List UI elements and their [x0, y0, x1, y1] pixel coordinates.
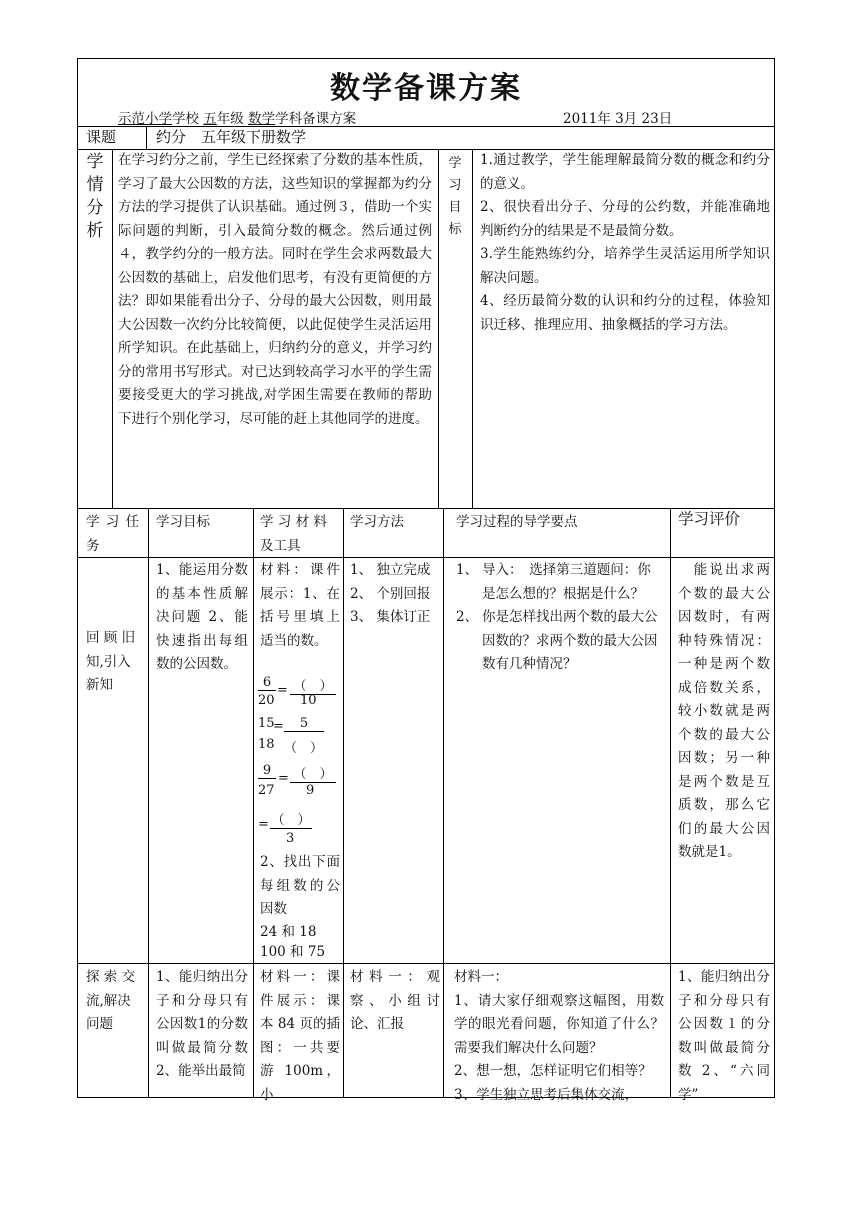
topic-label: 课题	[86, 128, 117, 146]
objective-item: 2、很快看出分子、分母的公约数，并能准确地判断约分的结果是不是最简分数。	[480, 199, 770, 239]
analysis-text: 在学习约分之前，学生已经探索了分数的基本性质，学习了最大公因数的方法，这些知识的掌握都为约分方法的学习提供了认识基础。通过例３，借助一个实际问题的判断，引入最简分数的概念。然后通过例４，教学约分的一般方法。同时在学生会求两数最大公因数的基础上，启发他们思考，有没有更简便的方法？即如果能看出分子、分母的最大公因数，则用最大公因数一次约分比较简便，以此促使学生灵活运用所学知识。在此基础上，归纳约分的意义，并学习约分的常用书写形式。对已达到较高学习水平的学生需要接受更大的学习挑战,对学困生需要在教师的帮助下进行个别化学习，尽可能的赶上其他同学的进度。	[118, 152, 432, 427]
row1-pair-2: 100 和 75	[260, 944, 326, 960]
row1-evaluation: 能说出求两个数的最大公因数时，有两种特殊情况：一种是两个数成倍数关系，较小数就是两个数的最大公因数；另一种是两个数是互质数，那么它们的最大公因数就是1。	[678, 562, 770, 860]
header-materials: 学 习 材 料及工具	[260, 514, 327, 554]
process-step: 1、 导入： 选择第三道题问：你是怎么想的？根据是什么？	[456, 562, 651, 602]
row2-evaluation: 1、能归纳出分子和分母只有公因数１的分数叫做最简分数 2、“六同学”	[678, 969, 770, 1103]
divider	[146, 126, 147, 149]
date-year: 2011	[563, 111, 598, 127]
school-grade-line: 示范小学学校 五年级 数学学科备课方案	[118, 111, 357, 127]
divider	[148, 508, 149, 1098]
objective-item: 1.通过教学，学生能理解最简分数的概念和约分的意义。	[480, 152, 770, 192]
date-month: 3	[615, 111, 624, 127]
row2-goal: 1、能归纳出分子和分母只有公因数1的分数叫做最简分数 2、能举出最简	[156, 969, 248, 1079]
grade-value: 五	[203, 111, 217, 127]
divider	[443, 508, 444, 1098]
row1-materials-top: 材料：课件展示：1、在括号里填上适当的数。	[260, 562, 340, 649]
row1-materials-bottom: 2、找出下面每组数的公因数	[260, 854, 340, 917]
row1-goal: 1、能运用分数的基本性质解决问题 2、能快速指出每组数的公因数。	[156, 562, 248, 672]
row2-process: 材料一： 1、请大家仔细观察这幅图，用数学的眼光看问题，你知道了什么？需要我们解决什么问题？ 2、想一想，怎样证明它们相等？ 3、学生独立思考后集体交流，	[454, 969, 664, 1103]
divider	[112, 149, 113, 508]
divider	[253, 508, 254, 1098]
date-line: 2011年 3月 23日	[563, 111, 673, 127]
objective-item: 3.学生能熟练约分，培养学生灵活运用所学知识解决问题。	[480, 246, 770, 286]
header-evaluation: 学习评价	[678, 510, 741, 528]
row1-method: 1、 独立完成 2、 个别回报 3、 集体订正	[350, 562, 431, 625]
row2-method: 材料一：观察、小组讨论、汇报	[350, 969, 440, 1032]
row1-process	[456, 559, 664, 677]
process-step: 2、 你是怎样找出两个数的最大公因数的？求两个数的最大公因数有几种情况？	[456, 609, 658, 672]
topic-value: 约分 五年级下册数学	[156, 128, 307, 146]
row2-task: 探 索 交流,解决问题	[86, 969, 136, 1032]
objectives-list	[480, 149, 770, 337]
divider	[670, 508, 671, 1098]
divider	[472, 149, 473, 508]
header-method: 学习方法	[350, 514, 404, 530]
divider	[343, 508, 344, 1098]
header-task: 学 习 任务	[86, 514, 141, 554]
analysis-label: 学 情 分 析	[86, 152, 104, 241]
lesson-plan-sheet: 数学备课方案 示范小学学校 五年级 数学学科备课方案 2011年 3月 23日 课题 约分 五年级下册数学 学 情 分 析 在学习约分之前，学生已经探索了分数的基本性质，学习了最大公因数的方法，这些知识的掌握都为约分方法的学习提供了认识基础。通过例３，借助一个实际问题的判断，引入最简分数的概念。然后通过例４，教学约分的一般方法。同时在学生会求两数最大公因数的基础上，启发他们思考，有没有更简便的方法？即如果能看出分子、分母的最大公因数，则用最大公因数一次约分比较简便，以此促使学生灵活运用所学知识。在此基础上，归纳约分的意义，并学习约分的常用书写形式。对已达到较高学习水平的学生需要接受更大的学习挑战,对学困生需要在教师的帮助下进行个别化学习，尽可能的赶上其他同学的进度。 学 习 目 标 1.通过教学，学生能理解最简分数的概念和约分的意义。 2、很快看出分子、分母的公约数，并能准确地判断约分的结果是不是最简分数。 3.学生能熟练约分，培养学生灵活运用所学知识解决问题。 4、经历最简分数的认识和约分的过程，体验知识迁移、推理应用、抽象概括的学习方法。 学 习 任务 学习目标 学 习 材 料及工具 学习方法 学习过程的导学要点 学习评价 回 顾 旧知,引入新知 1、能运用分数的基本性质解决问题 2、能快速指出每组数的公因数。 材料：课件展示：1、在括号里填上适当的数。 6 20 = （ ） 10 15 = 5 18 （ ） 9 27 = （ ） 9 = （ ） 3 2、找出下面每组数的公因数 24 和 18 100 和 75 1、 独立完成 2、 个别回报 3、 集体订正 1、 导入： 选择第三道题问：你是怎么想的？根据是什么？ 2、 你是怎样找出两个数的最大公因数的？求两个数的最大公因数有几种情况？ 能说出求两个数的最大公因数时，有两种特殊情况：一种是两个数成倍数关系，较小数就是两个数的最大公因数；另一种是两个数是互质数，那么它们的最大公因数就是1。 探 索 交流,解决问题 1、能归纳出分子和分母只有公因数1的分数叫做最简分数 2、能举出最简 材料一：课件展示：课本 84 页的插图：一共要游 100m，小 材料一：观察、小组讨论、汇报 材料一： 1、请大家仔细观察这幅图，用数学的眼光看问题，你知道了什么？需要我们解决什么问题？ 2、想一想，怎样证明它们相等？ 3、学生独立思考后集体交流， 1、能归纳出分子和分母只有公因数１的分数叫做最简分数 2、“六同学”	[77, 58, 775, 1098]
header-process: 学习过程的导学要点	[456, 514, 578, 530]
subject-value: 数学	[248, 111, 276, 127]
header-goal: 学习目标	[156, 514, 210, 530]
page-title: 数学备课方案	[330, 71, 522, 106]
row2-materials: 材料一：课件展示：课本 84 页的插图：一共要游 100m，小	[260, 969, 340, 1103]
date-day: 23	[641, 111, 659, 127]
school-name: 示范小学	[118, 111, 172, 127]
row1-task: 回 顾 旧知,引入新知	[86, 630, 136, 693]
row1-pair-1: 24 和 18	[260, 924, 317, 940]
objective-item: 4、经历最简分数的认识和约分的过程，体验知识迁移、推理应用、抽象概括的学习方法。	[480, 293, 770, 333]
objectives-label: 学 习 目 标	[448, 156, 462, 237]
